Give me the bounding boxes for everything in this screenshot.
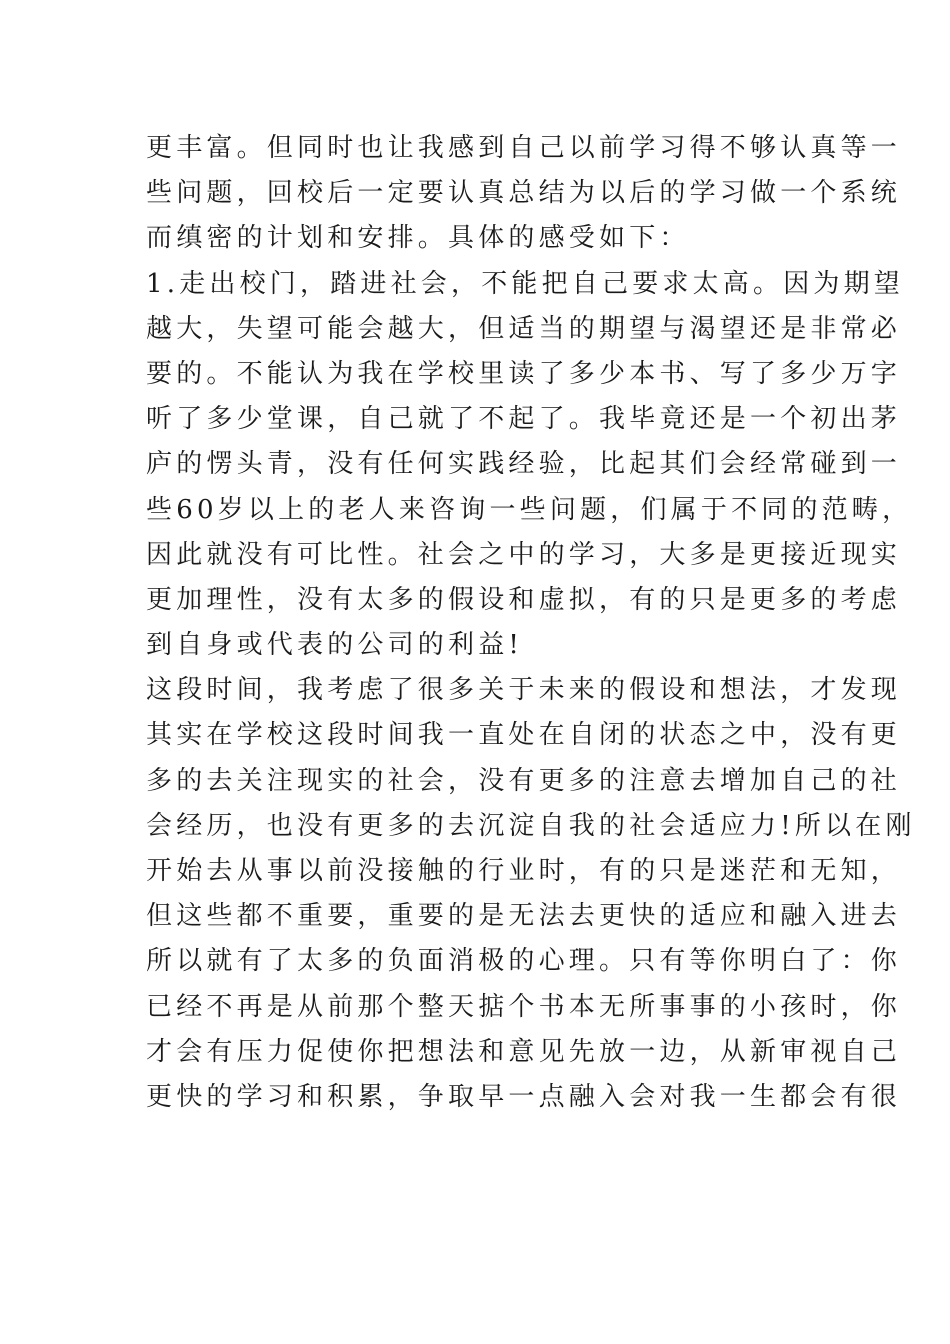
text-line: 因此就没有可比性。社会之中的学习，大多是更接近现实 [146,539,902,570]
text-line: 些问题，回校后一定要认真总结为以后的学习做一个系统 [146,178,902,209]
text-line: 1.走出校门，踏进社会，不能把自己要求太高。因为期望 [146,268,905,299]
text-line: 但这些都不重要，重要的是无法去更快的适应和融入进去 [146,901,902,932]
text-line: 更快的学习和积累，争取早一点融入会对我一生都会有很 [146,1081,902,1112]
text-line: 庐的愣头青，没有任何实践经验，比起其们会经常碰到一 [146,449,902,480]
text-line: 已经不再是从前那个整天掂个书本无所事事的小孩时，你 [146,991,902,1022]
text-line: 开始去从事以前没接触的行业时，有的只是迷茫和无知， [146,856,902,886]
text-line: 所以就有了太多的负面消极的心理。只有等你明白了：你 [146,946,902,977]
text-line: 更丰富。但同时也让我感到自己以前学习得不够认真等一 [146,133,902,163]
text-line: 会经历，也没有更多的去沉淀自我的社会适应力!所以在刚 [146,810,916,841]
text-line: 更加理性，没有太多的假设和虚拟，有的只是更多的考虑 [146,584,902,615]
text-line: 要的。不能认为我在学校里读了多少本书、写了多少万字 [146,358,902,389]
body-text [146,126,916,1120]
text-line: 而缜密的计划和安排。具体的感受如下： [146,223,690,254]
text-line: 其实在学校这段时间我一直处在自闭的状态之中，没有更 [146,720,902,751]
text-line: 听了多少堂课，自己就了不起了。我毕竟还是一个初出茅 [146,404,902,435]
text-line: 越大，失望可能会越大，但适当的期望与渴望还是非常必 [146,313,902,344]
text-line: 才会有压力促使你把想法和意见先放一边，从新审视自己 [146,1036,902,1067]
text-line: 多的去关注现实的社会，没有更多的注意去增加自己的社 [146,765,902,796]
text-line: 这段时间，我考虑了很多关于未来的假设和想法，才发现 [146,675,902,706]
text-line: 些60岁以上的老人来咨询一些问题，们属于不同的范畴， [146,494,913,525]
text-line: 到自身或代表的公司的利益! [146,630,524,661]
